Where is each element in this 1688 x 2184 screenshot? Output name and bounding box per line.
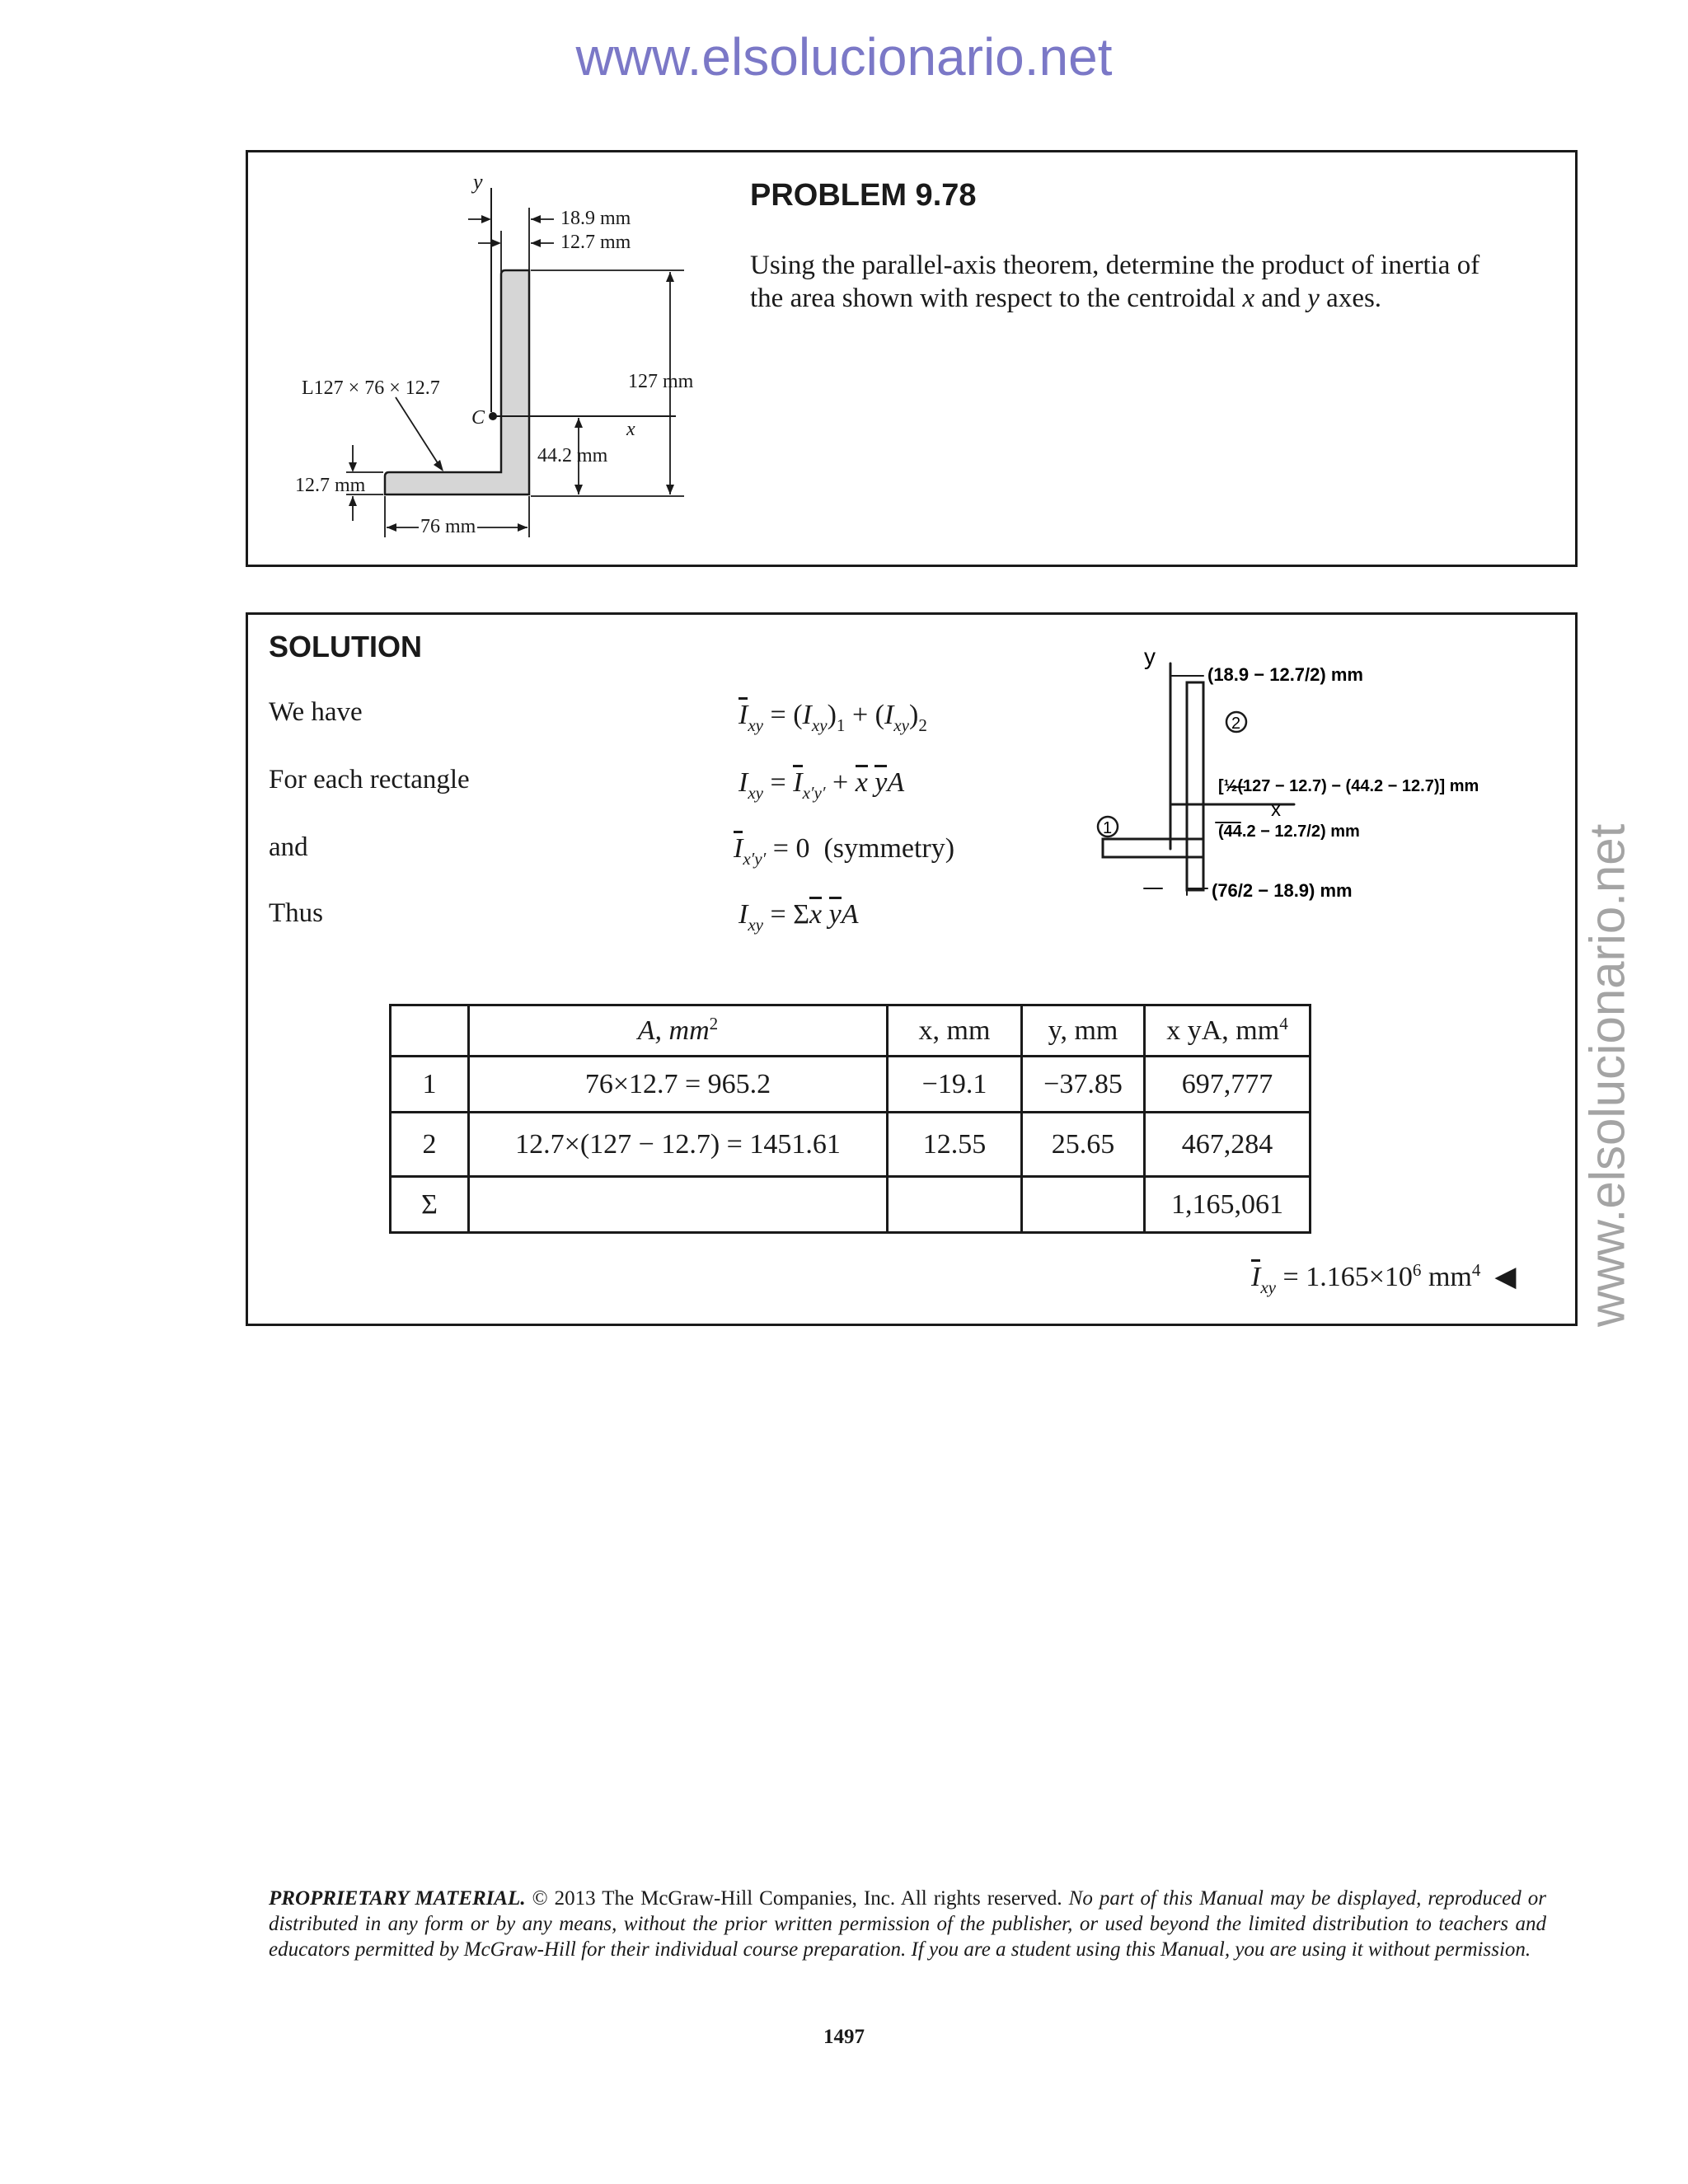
problem-statement	[750, 249, 1541, 315]
row-1-area: 76×12.7 = 965.2	[469, 1057, 888, 1113]
statement-line-1: Using the parallel-axis theorem, determine the product of inertia of	[750, 251, 1480, 280]
table-row	[391, 1057, 1311, 1113]
table-header-xbar: x, mm	[888, 1005, 1022, 1057]
label-and: and	[269, 832, 308, 862]
fig-dim-44-2: 44.2 mm	[537, 445, 608, 466]
page-number: 1497	[823, 2026, 865, 2048]
fig-label-c: C	[471, 407, 485, 429]
table-row	[391, 1113, 1311, 1177]
row-1-index: 1	[391, 1057, 469, 1113]
label-each-rectangle: For each rectangle	[269, 765, 470, 794]
statement-y: y	[1307, 284, 1320, 313]
row-sum-ybar	[1022, 1177, 1145, 1233]
equation-2: $I_{xy} = I_{x'y'} + x$ yA	[738, 765, 904, 799]
fig-dim-12-7-top: 12.7 mm	[560, 232, 631, 253]
table-header-product: x yA, $mm^4$	[1145, 1005, 1311, 1057]
solution-title: SOLUTION	[269, 630, 422, 663]
row-sum-area	[469, 1177, 888, 1233]
footer-copyright: © 2013 The McGraw-Hill Companies, Inc. All rights reserved.	[525, 1887, 1062, 1910]
statement-part-c: axes.	[1319, 284, 1382, 313]
row-sum-index: Σ	[391, 1177, 469, 1233]
statement-line-2	[750, 282, 1541, 315]
table-header-ybar: y, mm	[1022, 1005, 1145, 1057]
fig-dim-12-7-left	[295, 475, 365, 497]
solution-sketch	[1088, 643, 1550, 915]
answer-marker-icon: ◀	[1494, 1262, 1517, 1292]
table-row	[391, 1177, 1311, 1233]
footer-italic: No part of this Manual may be displayed, reproduced or distributed in any form or by any means, without the prior written permission of the publisher, or used beyond the limited distribution to teachers and educators permitted by McGraw-Hill for their individual course preparation. If you are a student using this Manual, you are using it without permission.	[269, 1887, 1546, 1961]
sketch-dim1: (18.9 − 12.7/2) mm	[1207, 664, 1363, 685]
statement-part-b: and	[1254, 284, 1308, 313]
footer-bold: PROPRIETARY MATERIAL.	[269, 1887, 526, 1910]
table-header-row	[391, 1005, 1311, 1057]
fig-dim-127: 127 mm	[628, 371, 694, 392]
watermark-top: www.elsolucionario.net	[575, 27, 1113, 87]
solution-table	[389, 1004, 1311, 1234]
fig-section-label: L127 × 76 × 12.7	[302, 377, 440, 399]
sketch-y-label: y	[1144, 644, 1156, 669]
sketch-dim2: [½(127 − 12.7) − (44.2 − 12.7)] mm	[1218, 777, 1479, 795]
fig-dim-18-9: 18.9 mm	[560, 208, 631, 229]
fig-label-y: y	[473, 170, 483, 194]
label-we-have: We have	[269, 697, 363, 727]
statement-x: x	[1242, 284, 1255, 313]
fig-dim-76: 76 mm	[420, 516, 476, 537]
row-2-area: 12.7×(127 − 12.7) = 1451.61	[469, 1113, 888, 1177]
answer-value: = 1.165×10	[1282, 1262, 1413, 1292]
equation-3: $I_{x'y'} = 0$ (symmetry)	[734, 831, 954, 865]
sketch-x-label: x	[1271, 799, 1281, 821]
row-1-ybar: −37.85	[1022, 1057, 1145, 1113]
row-1-product: 697,777	[1145, 1057, 1311, 1113]
row-sum-xbar	[888, 1177, 1022, 1233]
problem-title: PROBLEM 9.78	[750, 178, 977, 213]
label-thus: Thus	[269, 898, 323, 928]
sketch-dim4: (76/2 − 18.9) mm	[1212, 880, 1353, 901]
final-answer: $I_{xy} = 1.165\times 10^6$ $mm^4$ ◀	[1251, 1260, 1517, 1298]
row-sum-product: 1,165,061	[1145, 1177, 1311, 1233]
fig-label-x: x	[626, 419, 635, 440]
equation-4: $I_{xy} = \Sigma x$ yA	[738, 897, 858, 930]
sketch-n1: 1	[1103, 819, 1113, 837]
row-2-ybar: 25.65	[1022, 1113, 1145, 1177]
sketch-n2: 2	[1231, 715, 1241, 733]
footer-notice	[269, 1886, 1546, 1962]
row-1-xbar: −19.1	[888, 1057, 1022, 1113]
centroid-point	[489, 412, 497, 420]
fig-dim-12-7-unit: mm	[335, 475, 366, 496]
fig-dim-12-7-value: 12.7	[295, 475, 330, 496]
equation-1: $I_{xy} = (I_{xy})_1 + (I_{xy})_2$	[738, 697, 927, 731]
row-2-xbar: 12.55	[888, 1113, 1022, 1177]
table-header-blank	[391, 1005, 469, 1057]
watermark-side: www.elsolucionario.net	[1579, 823, 1635, 1327]
table-header-area: A, $mm^2$	[469, 1005, 888, 1057]
row-2-product: 467,284	[1145, 1113, 1311, 1177]
sketch-dim3: (44.2 − 12.7/2) mm	[1218, 823, 1360, 841]
statement-part-a: the area shown with respect to the centroidal	[750, 284, 1243, 313]
symmetry-note: (symmetry)	[823, 833, 955, 864]
row-2-index: 2	[391, 1113, 469, 1177]
